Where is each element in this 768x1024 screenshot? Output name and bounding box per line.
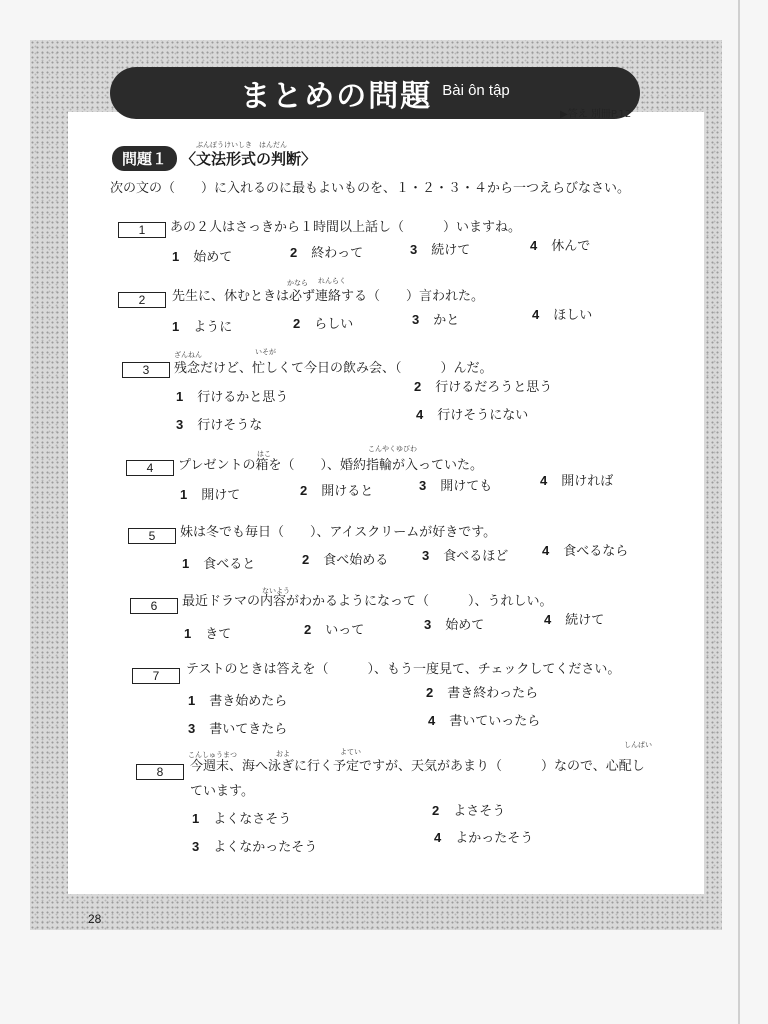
answer-option[interactable]: 1 書き始めたら <box>188 693 288 709</box>
word-furigana: れんらく <box>318 277 346 285</box>
option-label: 書いていったら <box>449 714 541 729</box>
option-label: よくなかったそう <box>213 840 318 855</box>
answer-option[interactable]: 1 始めて <box>172 249 233 265</box>
question-number: 6 <box>130 598 178 614</box>
question-text: プレゼントの箱を（ ）、婚約指輪が入っていた。 <box>178 458 483 473</box>
word-furigana: ざんねん <box>174 351 202 359</box>
instruction-text: 次の文の（ ）に入れるのに最もよいものを、１・２・３・４から一つえらびなさい。 <box>110 181 631 196</box>
option-label: 開けて <box>201 488 241 503</box>
answer-option[interactable]: 2 食べ始める <box>302 552 389 568</box>
option-label: 続けて <box>565 613 605 628</box>
answer-option[interactable]: 4 開ければ <box>540 473 614 489</box>
answer-option[interactable]: 3 始めて <box>424 617 485 633</box>
problem-subtitle: 〈文法形式の判断〉 <box>181 149 317 168</box>
binder-edge-line <box>738 0 740 1024</box>
option-label: 食べるほど <box>443 549 509 564</box>
option-label: 続けて <box>431 243 471 258</box>
option-label: いって <box>325 623 365 638</box>
option-label: 書き始めたら <box>209 694 288 709</box>
answer-option[interactable]: 1 食べると <box>182 556 256 572</box>
question-text: テストのときは答えを（ ）、もう一度見て、チェックしてください。 <box>186 662 621 677</box>
question-text-continued: ています。 <box>190 784 254 799</box>
answer-option[interactable]: 1 きて <box>184 626 232 642</box>
word-furigana: かなら <box>287 279 308 287</box>
option-label: 食べるなら <box>563 544 629 559</box>
question-number: 1 <box>118 222 166 238</box>
question-text: 先生に、休むときは必ず連絡する（ ）言われた。 <box>172 289 485 304</box>
option-label: 書き終わったら <box>447 686 539 701</box>
question-text: 今週末、海へ泳ぎに行く予定ですが、天気があまり（ ）なので、心配し <box>190 759 645 774</box>
answer-option[interactable]: 2 終わって <box>290 245 364 261</box>
question-text: 残念だけど、忙しくて今日の飲み会、（ ）んだ。 <box>174 361 493 376</box>
option-label: 行けそうにない <box>437 408 529 423</box>
question-number: 3 <box>122 362 170 378</box>
option-label: 行けそうな <box>197 418 263 433</box>
option-label: 開けても <box>440 479 493 494</box>
answer-option[interactable]: 4 よかったそう <box>434 830 534 846</box>
option-label: 終わって <box>311 246 364 261</box>
option-label: 休んで <box>551 239 591 254</box>
word-furigana: しんぱい <box>624 741 652 749</box>
answer-option[interactable]: 2 よさそう <box>432 803 506 819</box>
option-label: らしい <box>314 317 354 332</box>
word-furigana: いそが <box>255 348 276 356</box>
page-number: 28 <box>88 912 102 926</box>
answer-option[interactable]: 3 行けそうな <box>176 417 263 433</box>
question-number: 2 <box>118 292 166 308</box>
word-furigana: よてい <box>340 748 361 756</box>
answer-option[interactable]: 2 行けるだろうと思う <box>414 379 553 395</box>
answer-option[interactable]: 4 続けて <box>544 612 605 628</box>
option-label: 始めて <box>193 250 233 265</box>
option-label: 行けるだろうと思う <box>435 380 553 395</box>
answer-option[interactable]: 4 休んで <box>530 238 591 254</box>
answer-option[interactable]: 2 開けると <box>300 483 374 499</box>
answer-option[interactable]: 4 書いていったら <box>428 713 541 729</box>
answer-option[interactable]: 2 らしい <box>293 316 354 332</box>
word-furigana: はこ <box>257 450 271 458</box>
answer-option[interactable]: 4 行けそうにない <box>416 407 529 423</box>
option-label: よかったそう <box>455 831 534 846</box>
option-label: 行けるかと思う <box>197 390 289 405</box>
answer-option[interactable]: 1 開けて <box>180 487 241 503</box>
question-number: 7 <box>132 668 180 684</box>
answer-option[interactable]: 2 いって <box>304 622 365 638</box>
answer-option[interactable]: 3 食べるほど <box>422 548 509 564</box>
problem-header <box>112 146 316 170</box>
answer-option[interactable]: 1 よくなさそう <box>192 811 292 827</box>
answer-option[interactable]: 3 かと <box>412 312 460 328</box>
option-label: ほしい <box>553 308 593 323</box>
problem-tag: 問題１ <box>112 146 177 171</box>
question-text: 最近ドラマの内容がわかるようになって（ ）、うれしい。 <box>182 594 553 609</box>
answer-option[interactable]: 3 よくなかったそう <box>192 839 318 855</box>
answer-option[interactable]: 3 書いてきたら <box>188 721 288 737</box>
question-number: 4 <box>126 460 174 476</box>
option-label: 始めて <box>445 618 485 633</box>
option-label: 書いてきたら <box>209 722 288 737</box>
page-title: まとめの問題 <box>240 79 433 114</box>
answer-option[interactable]: 3 続けて <box>410 242 471 258</box>
option-label: よくなさそう <box>213 812 292 827</box>
option-label: 食べると <box>203 557 256 572</box>
answer-reference: ▶答え 別冊P.12 <box>560 109 632 120</box>
answer-option[interactable]: 1 行けるかと思う <box>176 389 289 405</box>
answer-option[interactable]: 3 開けても <box>419 478 493 494</box>
option-label: 開けると <box>321 484 374 499</box>
word-furigana: こんやくゆびわ <box>368 445 417 453</box>
question-number: 8 <box>136 764 184 780</box>
option-label: かと <box>433 313 460 328</box>
question-text: 妹は冬でも毎日（ ）、アイスクリームが好きです。 <box>180 525 497 540</box>
option-label: ように <box>193 320 233 335</box>
option-label: 開ければ <box>561 474 614 489</box>
subtitle-furigana: ぶんぽうけいしき はんだん <box>196 141 287 149</box>
option-label: 食べ始める <box>323 553 389 568</box>
option-label: きて <box>205 627 232 642</box>
question-text: あの２人はさっきから１時間以上話し（ ）いますね。 <box>170 220 522 235</box>
word-furigana: こんしゅうまつ <box>188 751 237 759</box>
option-label: よさそう <box>453 804 506 819</box>
answer-option[interactable]: 4 食べるなら <box>542 543 629 559</box>
answer-option[interactable]: 2 書き終わったら <box>426 685 539 701</box>
page-title-vietnamese: Bài ôn tập <box>442 81 510 99</box>
answer-option[interactable]: 4 ほしい <box>532 307 593 323</box>
word-furigana: およ <box>276 750 290 758</box>
word-furigana: ないよう <box>262 587 290 595</box>
question-number: 5 <box>128 528 176 544</box>
answer-option[interactable]: 1 ように <box>172 319 233 335</box>
